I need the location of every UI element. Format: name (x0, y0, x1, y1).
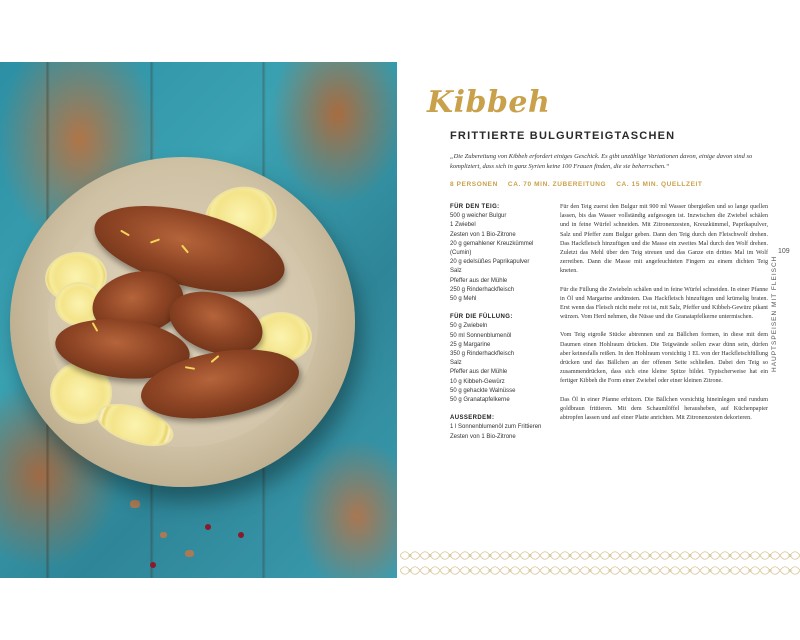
walnut-crumb (130, 500, 140, 508)
method-paragraph-filling: Für die Füllung die Zwiebeln schälen und in feine Würfel schneiden. In einer Pfanne in Öl und Margarine andünsten. Das Hackfleisch hinzufügen und krümelig braten. Erst wenn das Fleisch nicht mehr rot ist, mit Salz, Pfeffer und Kibbeh-Gewürz pikant würzen. Vom Herd nehmen, die Nüsse und die Granatapfelkerne untermischen. (560, 286, 768, 321)
pomegranate-seed (205, 524, 211, 530)
ingredient-item: 50 ml Sonnenblumenöl (450, 332, 512, 339)
pomegranate-seed (150, 562, 156, 568)
page-number: 109 (778, 248, 790, 255)
walnut-crumb (160, 532, 167, 538)
method-paragraph-frying: Das Öl in einer Pfanne erhitzen. Die Bällchen vorsichtig hineinlegen und rundum goldbraun frittieren. Mit dem Schaumlöffel herausheben, auf Küchenpapier abtropfen lassen und auf einer Platte anrichten. Mit Zitronenzesten dekorieren. (560, 396, 768, 422)
soak-time: CA. 15 MIN. QUELLZEIT (616, 181, 703, 188)
ingredient-list (450, 203, 555, 442)
ingredient-item: 50 g Granatapfelkerne (450, 397, 510, 404)
ingredient-item: 350 g Rinderhackfleisch (450, 351, 515, 358)
ingredient-item: Pfeffer aus der Mühle (450, 369, 508, 376)
ingredient-item: 250 g Rinderhackfleisch (450, 286, 515, 293)
recipe-subtitle: FRITTIERTE BULGURTEIGTASCHEN (450, 130, 676, 142)
ingredient-item: 10 g Kibbeh-Gewürz (450, 378, 505, 385)
recipe-meta (450, 181, 770, 188)
ingredient-item: 50 g Mehl (450, 296, 477, 303)
ornament-band (400, 548, 800, 578)
ingredient-item: Zesten von 1 Bio-Zitrone (450, 231, 516, 238)
recipe-intro-quote: „Die Zubereitung von Kibbeh erfordert einiges Geschick. Es gibt unzählige Variationen davon, einige davon sind so kompliziert, dass sich in ganz Syrien keine 100 Frauen finden, die sie beherrschen.“ (450, 153, 753, 170)
ingredient-item: Pfeffer aus der Mühle (450, 277, 508, 284)
kibbeh-photo (0, 62, 397, 578)
prep-time: CA. 70 MIN. ZUBEREITUNG (507, 181, 607, 188)
ingredient-item: 1 Zwiebel (450, 222, 476, 229)
ingredient-item: (Cumin) (450, 250, 472, 257)
ingredient-item: Salz (450, 360, 462, 367)
ingredient-spacer (450, 405, 555, 414)
ingredient-heading-extra: AUSSERDEM: (450, 415, 495, 422)
ingredient-heading-dough: FÜR DEN TEIG: (450, 204, 500, 210)
ingredient-item: 500 g weicher Bulgur (450, 213, 507, 220)
ingredient-item: 50 g gehackte Walnüsse (450, 387, 516, 394)
ingredient-heading-filling: FÜR DIE FÜLLUNG: (450, 314, 513, 321)
ingredient-item: 50 g Zwiebeln (450, 323, 488, 330)
method-paragraph-dough: Für den Teig zuerst den Bulgur mit 900 ml Wasser übergießen und so lange quellen lassen, bis das Wasser vollständig aufgesogen ist. Inzwischen die Zwiebel schälen und in feine Würfel schneiden. Mit Zitronenzesten, Kreuzkümmel, Paprikapulver, Salz und Pfeffer zum Bulgur geben. Dann den Teig durch den Fleischwolf drehen. Das Hackfleisch hinzufügen und die Masse ein zweites Mal durch den Wolf drehen. Zuletzt das Mehl über den Teig streuen und das Ganze ein drittes Mal im Wolf zerreiben. Dann die Masse mit angefeuchteten Fingern zu einem dichten Teig kneten. (560, 204, 768, 275)
pomegranate-seed (238, 532, 244, 538)
ingredient-item: 20 g gemahlener Kreuzkümmel (450, 240, 534, 247)
ingredient-item: Zesten von 1 Bio-Zitrone (450, 433, 516, 440)
ingredient-item: 20 g edelsüßes Paprikapulver (450, 259, 530, 266)
ingredient-item: 25 g Margarine (450, 341, 491, 348)
ingredient-item: 1 l Sonnenblumenöl zum Frittieren (450, 424, 542, 431)
method-steps (560, 203, 768, 432)
section-label: HAUPTSPEISEN MIT FLEISCH (771, 255, 778, 372)
ingredient-item: Salz (450, 268, 462, 275)
ingredient-spacer (450, 304, 555, 313)
method-paragraph-shaping: Vom Teig eigroße Stücke abtrennen und zu Bällchen formen, in diese mit dem Daumen einen Hohlraum drücken. Die Teigwände sollen zwar dünn sein, dürfen aber keinesfalls reißen. In den Hohlraum vorsichtig 1 EL von der Hackfleischfüllung drücken und das Bällchen an der offenen Seite schließen. Dabei den Teig so zusammendrücken, dass sich eine kleine Spitze bildet. Typischerweise hat ein fertiger Kibbeh die Form einer Zwiebel oder einer kleinen Zitrone. (560, 332, 768, 385)
recipe-title: Kibbeh (427, 85, 551, 120)
walnut-crumb (185, 550, 194, 557)
servings: 8 PERSONEN (450, 181, 498, 188)
